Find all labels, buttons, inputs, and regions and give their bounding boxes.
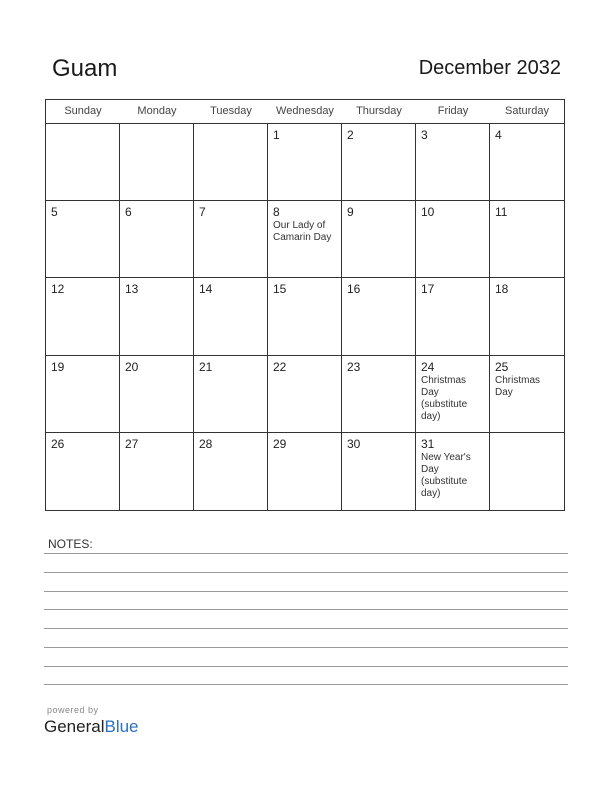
notes-label: NOTES: [48, 537, 93, 551]
day-cell [490, 278, 564, 355]
day-cell [490, 124, 564, 201]
day-cell [490, 201, 564, 278]
day-cell [46, 124, 120, 201]
calendar-title-month: December 2032 [418, 57, 561, 79]
day-cell [268, 356, 342, 433]
day-number: 20 [125, 359, 139, 374]
weekday-header: Friday [416, 100, 490, 124]
day-number: 7 [199, 205, 206, 220]
calendar-title-location: Guam [52, 55, 118, 82]
day-number: 31 [421, 436, 435, 451]
day-number: 8 [273, 205, 280, 220]
day-number: 24 [421, 359, 435, 374]
day-cell [268, 124, 342, 201]
day-cell [342, 356, 416, 433]
day-number: 22 [273, 359, 287, 374]
day-cell [46, 433, 120, 510]
day-number: 30 [347, 436, 361, 451]
holiday-label: Our Lady of Camarin Day [273, 220, 332, 244]
day-cell [194, 124, 268, 201]
weekday-header: Monday [120, 100, 194, 124]
brand-logo-part1: General [44, 717, 105, 736]
day-number: 2 [347, 128, 354, 142]
weekday-header: Tuesday [194, 100, 268, 124]
day-number: 11 [495, 205, 508, 220]
day-cell [46, 201, 120, 278]
day-number: 21 [199, 359, 213, 374]
note-line [44, 666, 568, 667]
day-cell [416, 201, 490, 278]
day-number: 3 [421, 128, 428, 142]
powered-by-text: powered by [47, 705, 99, 715]
day-cell [342, 124, 416, 201]
day-cell [268, 201, 342, 278]
weekday-header: Saturday [490, 100, 564, 124]
day-cell [120, 201, 194, 278]
day-number: 25 [495, 359, 509, 374]
note-line [44, 591, 568, 592]
day-number: 6 [125, 205, 132, 220]
day-cell [416, 356, 490, 433]
holiday-label: Christmas Day (substitute day) [421, 374, 468, 422]
note-line [44, 572, 568, 573]
day-number: 16 [347, 282, 361, 297]
day-number: 9 [347, 205, 354, 220]
day-cell [120, 278, 194, 355]
day-cell [416, 124, 490, 201]
day-number: 26 [51, 436, 65, 451]
day-number: 23 [347, 359, 361, 374]
day-cell [342, 433, 416, 510]
day-number: 10 [421, 205, 435, 220]
day-cell [416, 433, 490, 510]
holiday-label: New Year's Day (substitute day) [421, 451, 471, 499]
day-number: 19 [51, 359, 65, 374]
day-number: 14 [199, 282, 213, 297]
day-cell [268, 433, 342, 510]
day-cell [46, 356, 120, 433]
day-number: 13 [125, 282, 139, 297]
note-line [44, 609, 568, 610]
day-cell [342, 201, 416, 278]
day-cell [194, 433, 268, 510]
brand-logo [44, 717, 139, 737]
day-cell [120, 433, 194, 510]
calendar-grid [45, 99, 565, 511]
day-number: 1 [273, 128, 280, 142]
day-cell [490, 356, 564, 433]
day-number: 27 [125, 436, 139, 451]
day-number: 17 [421, 282, 435, 297]
day-cell [194, 201, 268, 278]
brand-logo-part2: Blue [104, 717, 139, 736]
day-cell [268, 278, 342, 355]
day-cell [120, 124, 194, 201]
day-number: 29 [273, 436, 287, 451]
day-cell [194, 278, 268, 355]
note-line [44, 684, 568, 685]
day-cell [120, 356, 194, 433]
day-cell [490, 433, 564, 510]
day-cell [194, 356, 268, 433]
day-cell [342, 278, 416, 355]
day-number: 12 [51, 282, 65, 297]
note-line [44, 628, 568, 629]
weekday-header: Sunday [46, 100, 120, 124]
day-number: 4 [495, 128, 502, 142]
weekday-header: Wednesday [268, 100, 342, 124]
day-cell [46, 278, 120, 355]
day-number: 28 [199, 436, 213, 451]
holiday-label: Christmas Day [495, 374, 541, 398]
note-line [44, 647, 568, 648]
day-cell [416, 278, 490, 355]
day-number: 5 [51, 205, 58, 220]
weekday-header: Thursday [342, 100, 416, 124]
day-number: 18 [495, 282, 509, 297]
day-number: 15 [273, 282, 287, 297]
note-line [44, 553, 568, 554]
